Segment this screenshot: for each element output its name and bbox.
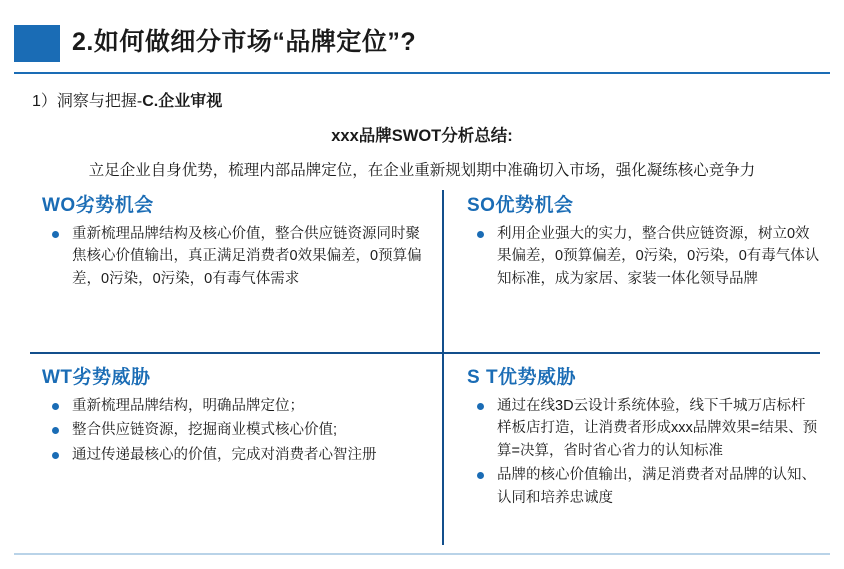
- list-item: 通过传递最核心的价值，完成对消费者心智注册: [44, 444, 430, 466]
- quadrant-wo: [30, 190, 430, 292]
- quadrant-so-list: [455, 223, 820, 290]
- grid-horizontal-divider: [30, 352, 820, 354]
- grid-vertical-divider: [442, 190, 444, 545]
- list-item: 重新梳理品牌结构及核心价值，整合供应链资源同时聚焦核心价值输出，真正满足消费者0效果偏差，0预算偏差，0污染，0污染，0有毒气体需求: [44, 223, 430, 290]
- list-item: 重新梳理品牌结构，明确品牌定位；: [44, 395, 430, 417]
- swot-heading: xxx品牌SWOT分析总结:: [331, 127, 513, 145]
- swot-lead-text: 立足企业自身优势，梳理内部品牌定位，在企业重新规划期中准确切入市场，强化凝练核心竞争力: [88, 162, 756, 179]
- quadrant-wo-title: WO劣势机会: [42, 195, 154, 216]
- footer-divider: [14, 553, 830, 555]
- title-accent-block: [14, 25, 60, 62]
- subtitle-strong: C.企业审视: [142, 93, 223, 110]
- title-divider: [14, 72, 830, 74]
- page-title: 2.如何做细分市场“品牌定位”?: [72, 28, 417, 56]
- quadrant-wt: [30, 362, 430, 468]
- quadrant-st: [455, 362, 820, 511]
- quadrant-st-list: [455, 395, 820, 509]
- list-item: 通过在线3D云设计系统体验，线下千城万店标杆样板店打造，让消费者形成xxx品牌效果=结果、预算=决算，省时省心省力的认知标准: [469, 395, 820, 462]
- list-item: 利用企业强大的实力，整合供应链资源，树立0效果偏差，0预算偏差，0污染，0污染，0有毒气体认知标准，成为家居、家装一体化领导品牌: [469, 223, 820, 290]
- quadrant-wo-list: [30, 223, 430, 290]
- quadrant-so-title: SO优势机会: [467, 195, 574, 216]
- quadrant-st-title: S T优势威胁: [467, 367, 577, 388]
- list-item: 整合供应链资源，挖掘商业模式核心价值;: [44, 419, 430, 441]
- swot-grid: [30, 190, 820, 545]
- section-subtitle: [32, 88, 222, 111]
- quadrant-so: [455, 190, 820, 292]
- list-item: 品牌的核心价值输出，满足消费者对品牌的认知、认同和培养忠诚度: [469, 464, 820, 509]
- subtitle-prefix: 1）洞察与把握-: [32, 93, 143, 110]
- quadrant-wt-title: WT劣势威胁: [42, 367, 151, 388]
- quadrant-wt-list: [30, 395, 430, 466]
